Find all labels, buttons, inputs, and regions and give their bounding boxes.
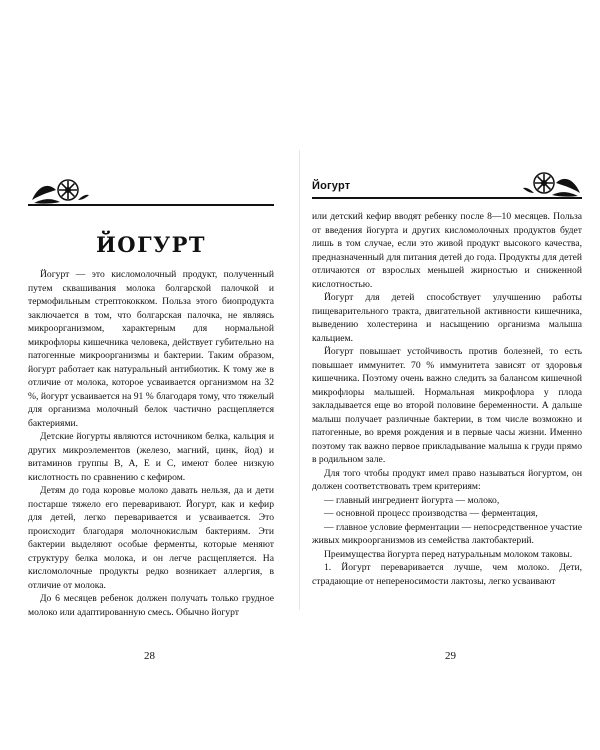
right-page bbox=[300, 0, 600, 750]
paragraph: Преимущества йогурта перед натуральным молоком таковы. bbox=[324, 548, 573, 560]
right-body-text bbox=[312, 210, 582, 588]
list-item: — главный ингредиент йогурта — молоко, bbox=[324, 494, 500, 506]
left-body-text bbox=[28, 268, 274, 619]
page-number: 29 bbox=[445, 650, 456, 662]
paragraph: До 6 месяцев ребенок должен получать только грудное молоко или адаптированную смесь. Обычно йогурт bbox=[28, 593, 274, 618]
floral-leaf-ornament-icon bbox=[522, 171, 582, 197]
running-head: Йогурт bbox=[312, 180, 351, 192]
paragraph: Йогурт для детей способствует улучшению работы пищеварительного тракта, двигательной активности кишечника, выведению холестерина и насыщению организма малыша кальцием. bbox=[312, 292, 582, 344]
paragraph: Детям до года коровье молоко давать нельзя, да и дети постарше тяжело его переваривают. Йогурт, как и кефир для детей, легко переваривается и усваивается. Это происходит благодаря молочнокислым бактериям. Эти бактерии выделяют особые ферменты, которые меняют структуру белка молока, и он легче расщепляется. На кисломолочные продукты редко возникает аллергия, в отличие от молока. bbox=[28, 485, 274, 591]
list-item: — главное условие ферментации — непосредственное участие живых микроорганизмов из семейства лактобактерий. bbox=[312, 521, 583, 546]
paragraph: 1. Йогурт переваривается лучше, чем молоко. Дети, страдающие от непереносимости лактозы, легко усваивают bbox=[312, 562, 582, 587]
paragraph: Йогурт повышает устойчивость против болезней, то есть повышает иммунитет. 70 % иммунитета зависят от здоровья кишечника. Поэтому очень важно следить за балансом кишечной микрофлоры малышей. Нормальная микрофлора у плода закладывается еще во второй половине беременности. А дальше малыш получает различные бактерии, в том числе возможно и патогенные, во время рождения и в первые часы жизни. Именно поэтому так важно первое прикладывание малыша к груди прямо в родильном зале. bbox=[312, 346, 582, 465]
floral-leaf-ornament-icon bbox=[30, 178, 90, 204]
paragraph: или детский кефир вводят ребенку после 8—10 месяцев. Польза от введения йогурта и других кисломолочных продуктов будет лишь в том случае, если это живой продукт высокого качества, предназначенный для питания детей до года. Продукты для детей отличаются от взрослых меньшей жирностью и сниженной кислотностью. bbox=[312, 211, 582, 290]
page-number: 28 bbox=[144, 650, 155, 662]
header-rule bbox=[312, 197, 582, 199]
list-item: — основной процесс производства — ферментация, bbox=[324, 508, 538, 519]
paragraph: Для того чтобы продукт имел право называться йогуртом, он должен соответствовать трем критериям: bbox=[312, 467, 582, 492]
chapter-title: ЙОГУРТ bbox=[95, 232, 207, 257]
paragraph: Детские йогурты являются источником белка, кальция и других микроэлементов (железо, магний, цинк, йод) и витаминов группы B, A, E и C, имеют более низкую кислотность по сравнению с кефиром. bbox=[28, 431, 274, 483]
paragraph: Йогурт — это кисломолочный продукт, полученный путем сквашивания молока болгарской палочкой и термофильным стрептококком. Пользa этого биопродукта заключается в том, что болгарская палочка, не являясь микроорганизмом, характерным для нормальной микрофлоры кишечника человека, действует губительно на патогенные микроорганизмы и бактерии. Таким образом, йогурт работает как натуральный антибиотик. К тому же в отличие от молока, которое усваивается организмом на 32 %, йогурт усваивается на 91 % благодаря тому, что тяжелый для организма молочный белок частично расщепляется бактериями. bbox=[28, 269, 274, 429]
header-rule bbox=[28, 204, 274, 206]
